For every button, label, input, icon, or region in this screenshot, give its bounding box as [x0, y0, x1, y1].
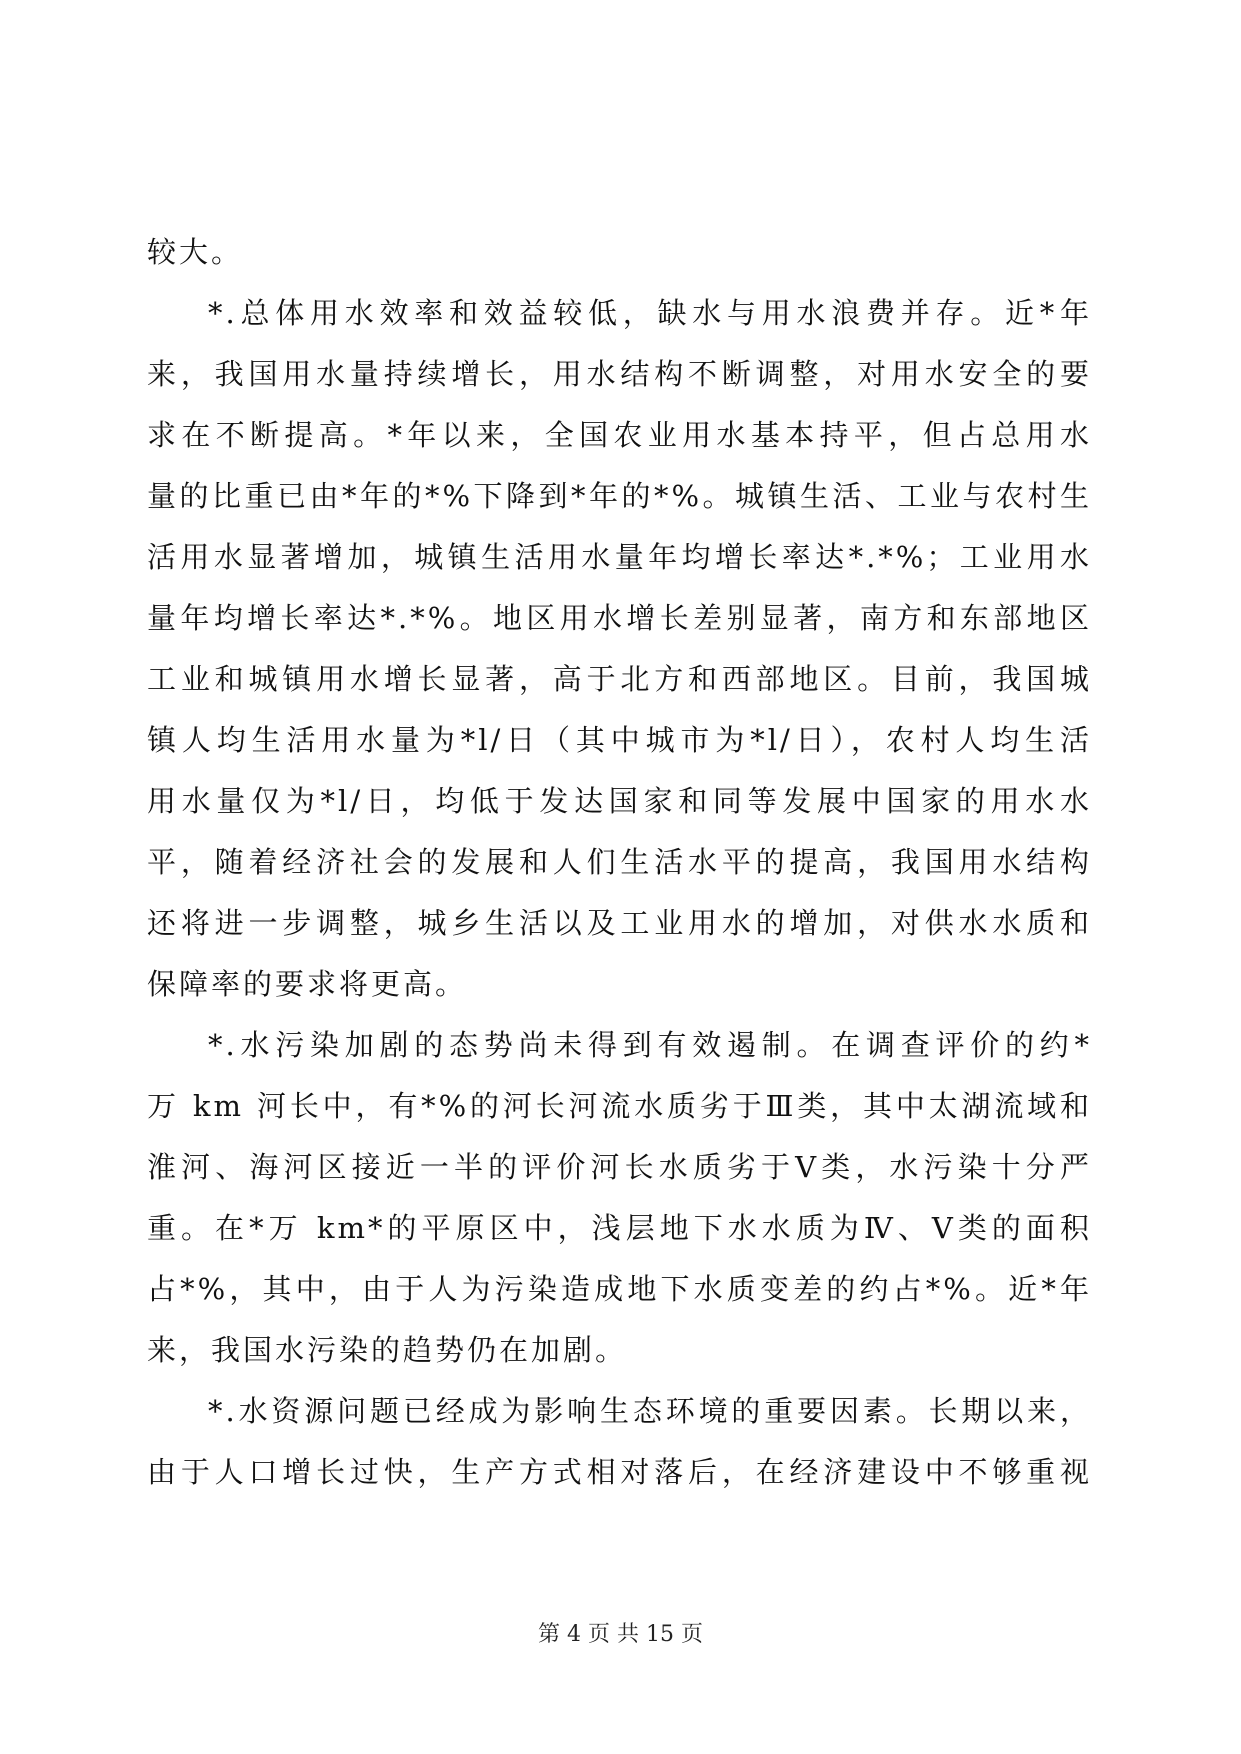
text-line: 活用水显著增加，城镇生活用水量年均增长率达*.*%；工业用水 [147, 540, 1092, 574]
text-line: 保障率的要求将更高。 [147, 967, 468, 1001]
text-line: 求在不断提高。*年以来，全国农业用水基本持平，但占总用水 [147, 418, 1092, 452]
text-line: *.水资源问题已经成为影响生态环境的重要因素。长期以来， [208, 1394, 1092, 1428]
text-line: 工业和城镇用水增长显著，高于北方和西部地区。目前，我国城 [147, 662, 1092, 696]
text-line: 万 km 河长中，有*%的河长河流水质劣于Ⅲ类，其中太湖流域和 [147, 1089, 1092, 1123]
text-line: 淮河、海河区接近一半的评价河长水质劣于Ⅴ类，水污染十分严 [147, 1150, 1092, 1184]
text-line: 来，我国水污染的趋势仍在加剧。 [147, 1333, 628, 1367]
text-line: *.水污染加剧的态势尚未得到有效遏制。在调查评价的约* [208, 1028, 1092, 1062]
text-line: 由于人口增长过快，生产方式相对落后，在经济建设中不够重视 [147, 1455, 1092, 1489]
text-line: 量年均增长率达*.*%。地区用水增长差别显著，南方和东部地区 [147, 601, 1092, 635]
text-line: 还将进一步调整，城乡生活以及工业用水的增加，对供水水质和 [147, 906, 1092, 940]
text-line: 来，我国用水量持续增长，用水结构不断调整，对用水安全的要 [147, 357, 1092, 391]
text-line: *.总体用水效率和效益较低，缺水与用水浪费并存。近*年 [208, 296, 1092, 330]
page-footer: 第 4 页 共 15 页 [538, 1622, 703, 1647]
text-line: 用水量仅为*l/日，均低于发达国家和同等发展中国家的用水水 [147, 784, 1092, 818]
body-text [147, 222, 1092, 1503]
text-line: 较大。 [147, 235, 244, 269]
text-line: 平，随着经济社会的发展和人们生活水平的提高，我国用水结构 [147, 845, 1092, 879]
text-line: 重。在*万 km*的平原区中，浅层地下水水质为Ⅳ、Ⅴ类的面积 [147, 1211, 1092, 1245]
text-line: 镇人均生活用水量为*l/日（其中城市为*l/日），农村人均生活 [147, 723, 1092, 757]
text-line: 量的比重已由*年的*%下降到*年的*%。城镇生活、工业与农村生 [147, 479, 1092, 513]
text-line: 占*%，其中，由于人为污染造成地下水质变差的约占*%。近*年 [147, 1272, 1092, 1306]
